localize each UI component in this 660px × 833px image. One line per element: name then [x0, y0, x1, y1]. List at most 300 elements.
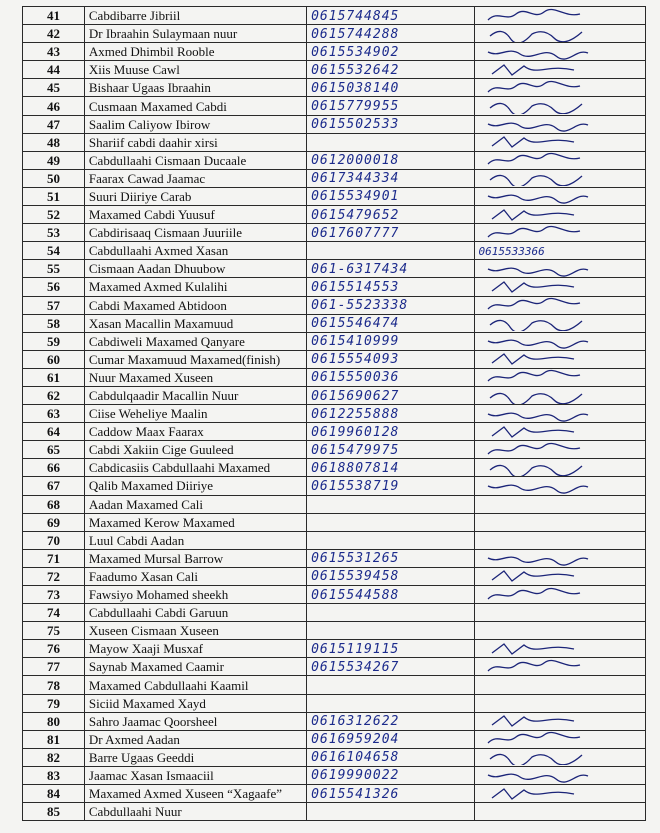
signature-scribble	[479, 297, 599, 313]
signature-stroke	[490, 103, 582, 114]
signature-cell	[474, 61, 646, 79]
table-row	[23, 730, 646, 748]
phone-cell	[307, 61, 474, 79]
row-number: 61	[23, 368, 85, 386]
roster-body	[23, 7, 646, 821]
signature-stroke	[488, 413, 588, 421]
signature-scribble	[479, 369, 599, 385]
phone-cell	[307, 676, 474, 694]
table-row	[23, 242, 646, 260]
phone-cell	[307, 187, 474, 205]
signature-stroke	[488, 196, 588, 204]
row-number: 75	[23, 622, 85, 640]
member-name: Maxamed Axmed Kulalihi	[84, 278, 306, 296]
signature-stroke	[490, 393, 582, 404]
phone-cell	[307, 260, 474, 278]
member-name: Mayow Xaaji Musxaf	[84, 640, 306, 658]
phone-cell	[307, 694, 474, 712]
signature-cell	[474, 278, 646, 296]
member-name: Cabdicasiis Cabdullaahi Maxamed	[84, 459, 306, 477]
signature-cell	[474, 785, 646, 803]
row-number: 41	[23, 7, 85, 25]
signature-scribble	[479, 568, 599, 584]
member-name: Fawsiyo Mohamed sheekh	[84, 586, 306, 604]
member-name: Caddow Maax Faarax	[84, 423, 306, 441]
signature-stroke	[488, 485, 588, 493]
table-row	[23, 260, 646, 278]
signature-cell	[474, 676, 646, 694]
table-row	[23, 43, 646, 61]
member-name: Jaamac Xasan Ismaaciil	[84, 766, 306, 784]
member-name: Cusmaan Maxamed Cabdi	[84, 97, 306, 115]
signature-cell	[474, 712, 646, 730]
row-number: 54	[23, 242, 85, 260]
table-row	[23, 531, 646, 549]
row-number: 43	[23, 43, 85, 61]
signature-cell	[474, 658, 646, 676]
phone-number: 0616959204	[311, 732, 400, 748]
member-name: Saynab Maxamed Caamir	[84, 658, 306, 676]
row-number: 78	[23, 676, 85, 694]
signature-scribble	[479, 388, 599, 404]
signature-cell	[474, 640, 646, 658]
member-name: Barre Ugaas Geeddi	[84, 748, 306, 766]
signature-cell	[474, 169, 646, 187]
phone-number: 0615479975	[311, 442, 400, 458]
phone-cell	[307, 115, 474, 133]
signature-scribble	[479, 62, 599, 78]
phone-number: 0615546474	[311, 316, 400, 332]
signature-cell	[474, 350, 646, 368]
signature-scribble	[479, 333, 599, 349]
table-row	[23, 115, 646, 133]
phone-number: 0615479652	[311, 207, 400, 223]
roster-table	[22, 6, 646, 821]
row-number: 55	[23, 260, 85, 278]
signature-cell	[474, 151, 646, 169]
phone-cell	[307, 242, 474, 260]
table-row	[23, 803, 646, 821]
member-name: Cabdullaahi Axmed Xasan	[84, 242, 306, 260]
member-name: Saalim Caliyow Ibirow	[84, 115, 306, 133]
row-number: 42	[23, 25, 85, 43]
phone-number: 0615539458	[311, 569, 400, 585]
phone-cell	[307, 314, 474, 332]
table-row	[23, 567, 646, 585]
signature-stroke	[488, 299, 580, 310]
table-row	[23, 206, 646, 224]
signature-cell	[474, 459, 646, 477]
row-number: 58	[23, 314, 85, 332]
signature-cell	[474, 25, 646, 43]
member-name: Aadan Maxamed Cali	[84, 495, 306, 513]
table-row	[23, 169, 646, 187]
row-number: 84	[23, 785, 85, 803]
signature-cell	[474, 260, 646, 278]
member-name: Cabdullaahi Cismaan Ducaale	[84, 151, 306, 169]
signature-stroke	[488, 340, 588, 348]
row-number: 67	[23, 477, 85, 495]
signature-cell	[474, 513, 646, 531]
phone-cell	[307, 224, 474, 242]
signature-cell	[474, 296, 646, 314]
row-number: 52	[23, 206, 85, 224]
phone-number: 0615534902	[311, 44, 400, 60]
row-number: 85	[23, 803, 85, 821]
signature-cell	[474, 224, 646, 242]
signature-cell	[474, 604, 646, 622]
signature-scribble	[479, 261, 599, 277]
phone-cell	[307, 513, 474, 531]
phone-number: 0615541326	[311, 786, 400, 802]
table-row	[23, 386, 646, 404]
phone-number: 0612255888	[311, 406, 400, 422]
row-number: 77	[23, 658, 85, 676]
signature-stroke	[490, 465, 582, 476]
phone-cell	[307, 531, 474, 549]
row-number: 46	[23, 97, 85, 115]
table-row	[23, 61, 646, 79]
row-number: 51	[23, 187, 85, 205]
phone-cell	[307, 405, 474, 423]
member-name: Maxamed Cabdullaahi Kaamil	[84, 676, 306, 694]
phone-number: 0615119115	[311, 641, 400, 657]
signature-cell	[474, 586, 646, 604]
signature-stroke	[492, 210, 574, 220]
signature-cell	[474, 115, 646, 133]
row-number: 72	[23, 567, 85, 585]
table-row	[23, 477, 646, 495]
signature-cell	[474, 405, 646, 423]
row-number: 50	[23, 169, 85, 187]
signature-scribble	[479, 767, 599, 783]
phone-cell	[307, 296, 474, 314]
row-number: 47	[23, 115, 85, 133]
table-row	[23, 658, 646, 676]
signature-scribble	[479, 550, 599, 566]
table-row	[23, 350, 646, 368]
member-name: Faarax Cawad Jaamac	[84, 169, 306, 187]
signature-scribble	[479, 279, 599, 295]
row-number: 53	[23, 224, 85, 242]
signature-scribble	[479, 749, 599, 765]
signature-scribble	[479, 315, 599, 331]
phone-number: 061-5523338	[311, 298, 409, 314]
phone-number: 0617607777	[311, 225, 400, 241]
phone-number: 0615690627	[311, 388, 400, 404]
signature-scribble	[479, 713, 599, 729]
table-row	[23, 296, 646, 314]
row-number: 74	[23, 604, 85, 622]
phone-number: 0615779955	[311, 99, 400, 115]
row-number: 44	[23, 61, 85, 79]
phone-cell	[307, 441, 474, 459]
table-row	[23, 676, 646, 694]
signature-scribble	[479, 207, 599, 223]
member-name: Suuri Diiriye Carab	[84, 187, 306, 205]
member-name: Dr Ibraahin Sulaymaan nuur	[84, 25, 306, 43]
table-row	[23, 278, 646, 296]
phone-number: 0615534267	[311, 659, 400, 675]
signature-cell	[474, 386, 646, 404]
row-number: 56	[23, 278, 85, 296]
signature-stroke	[490, 31, 582, 42]
phone-number: 0617344334	[311, 171, 400, 187]
signature-scribble	[479, 170, 599, 186]
phone-cell	[307, 79, 474, 97]
member-name: Maxamed Kerow Maxamed	[84, 513, 306, 531]
member-name: Cabdullaahi Cabdi Garuun	[84, 604, 306, 622]
signature-stroke	[488, 123, 588, 131]
table-row	[23, 712, 646, 730]
signature-stroke	[492, 65, 574, 75]
phone-number: 0615502533	[311, 117, 400, 133]
phone-number: 0615514553	[311, 279, 400, 295]
signature-scribble	[479, 98, 599, 114]
signature-stroke	[488, 775, 588, 783]
signature-cell	[474, 567, 646, 585]
phone-number: 0615544588	[311, 587, 400, 603]
signature-cell	[474, 495, 646, 513]
signature-cell	[474, 423, 646, 441]
row-number: 62	[23, 386, 85, 404]
signature-scribble	[479, 26, 599, 42]
table-row	[23, 224, 646, 242]
signature-cell	[474, 332, 646, 350]
phone-cell	[307, 586, 474, 604]
table-row	[23, 459, 646, 477]
signature-stroke	[492, 137, 574, 147]
member-name: Cabdullaahi Nuur	[84, 803, 306, 821]
signature-scribble	[479, 8, 599, 24]
table-row	[23, 7, 646, 25]
table-row	[23, 441, 646, 459]
signature-stroke	[490, 755, 582, 766]
member-name: Shariif cabdi daahir xirsi	[84, 133, 306, 151]
row-number: 80	[23, 712, 85, 730]
signature-stroke	[488, 733, 580, 744]
table-row	[23, 766, 646, 784]
phone-number: 0612000018	[311, 153, 400, 169]
signature-scribble	[479, 786, 599, 802]
table-row	[23, 423, 646, 441]
signature-cell	[474, 368, 646, 386]
member-name: Faadumo Xasan Cali	[84, 567, 306, 585]
signature-scribble	[479, 659, 599, 675]
signature-cell	[474, 622, 646, 640]
row-number: 57	[23, 296, 85, 314]
phone-cell	[307, 133, 474, 151]
member-name: Cabdi Xakiin Cige Guuleed	[84, 441, 306, 459]
phone-cell	[307, 748, 474, 766]
row-number: 65	[23, 441, 85, 459]
member-name: Cabdi Maxamed Abtidoon	[84, 296, 306, 314]
signature-stroke	[488, 558, 588, 566]
signature-scribble	[479, 116, 599, 132]
phone-number: 0619990022	[311, 768, 400, 784]
phone-cell	[307, 477, 474, 495]
member-name: Bishaar Ugaas Ibraahin	[84, 79, 306, 97]
signature-stroke	[490, 321, 582, 332]
phone-cell	[307, 169, 474, 187]
roster-sheet	[22, 6, 646, 820]
row-number: 66	[23, 459, 85, 477]
phone-cell	[307, 151, 474, 169]
signature-cell	[474, 242, 646, 260]
phone-number: 0615038140	[311, 80, 400, 96]
table-row	[23, 748, 646, 766]
signature-stroke	[488, 9, 580, 20]
phone-cell	[307, 278, 474, 296]
row-number: 82	[23, 748, 85, 766]
signature-stroke	[488, 226, 580, 237]
signature-cell	[474, 766, 646, 784]
signature-cell	[474, 133, 646, 151]
signature-cell	[474, 803, 646, 821]
phone-cell	[307, 459, 474, 477]
signature-stroke	[488, 81, 580, 92]
signature-cell	[474, 549, 646, 567]
row-number: 70	[23, 531, 85, 549]
signature-scribble	[479, 442, 599, 458]
table-row	[23, 586, 646, 604]
member-name: Ciise Weheliye Maalin	[84, 405, 306, 423]
signature-scribble	[479, 134, 599, 150]
phone-number: 0616104658	[311, 750, 400, 766]
signature-scribble	[479, 641, 599, 657]
signature-stroke	[488, 154, 580, 165]
signature-cell	[474, 441, 646, 459]
signature-cell	[474, 694, 646, 712]
phone-number: 0615550036	[311, 370, 400, 386]
extra-phone-number: 0615533366	[478, 244, 545, 258]
member-name: Maxamed Cabdi Yuusuf	[84, 206, 306, 224]
member-name: Axmed Dhimbil Rooble	[84, 43, 306, 61]
signature-stroke	[492, 571, 574, 581]
signature-scribble	[479, 188, 599, 204]
phone-cell	[307, 495, 474, 513]
signature-scribble	[479, 406, 599, 422]
table-row	[23, 187, 646, 205]
signature-cell	[474, 97, 646, 115]
member-name: Cabdirisaaq Cismaan Juuriile	[84, 224, 306, 242]
phone-number: 0616312622	[311, 714, 400, 730]
phone-cell	[307, 658, 474, 676]
table-row	[23, 495, 646, 513]
member-name: Luul Cabdi Aadan	[84, 531, 306, 549]
phone-cell	[307, 25, 474, 43]
signature-scribble	[479, 152, 599, 168]
phone-number: 0615538719	[311, 478, 400, 494]
signature-scribble	[479, 478, 599, 494]
signature-scribble	[479, 731, 599, 747]
row-number: 45	[23, 79, 85, 97]
signature-stroke	[488, 660, 580, 671]
table-row	[23, 368, 646, 386]
table-row	[23, 133, 646, 151]
member-name: Qalib Maxamed Diiriye	[84, 477, 306, 495]
phone-cell	[307, 622, 474, 640]
signature-cell	[474, 43, 646, 61]
signature-stroke	[488, 588, 580, 599]
member-name: Dr Axmed Aadan	[84, 730, 306, 748]
signature-stroke	[490, 176, 582, 187]
phone-cell	[307, 350, 474, 368]
signature-cell	[474, 477, 646, 495]
phone-number: 0619960128	[311, 424, 400, 440]
signature-cell	[474, 79, 646, 97]
table-row	[23, 785, 646, 803]
phone-cell	[307, 549, 474, 567]
row-number: 81	[23, 730, 85, 748]
signature-cell	[474, 748, 646, 766]
row-number: 76	[23, 640, 85, 658]
table-row	[23, 604, 646, 622]
row-number: 63	[23, 405, 85, 423]
row-number: 69	[23, 513, 85, 531]
row-number: 73	[23, 586, 85, 604]
signature-cell	[474, 730, 646, 748]
phone-number: 0615410999	[311, 334, 400, 350]
signature-stroke	[488, 268, 588, 276]
signature-scribble	[479, 225, 599, 241]
phone-cell	[307, 97, 474, 115]
phone-number: 0615554093	[311, 352, 400, 368]
table-row	[23, 79, 646, 97]
row-number: 48	[23, 133, 85, 151]
table-row	[23, 314, 646, 332]
table-row	[23, 513, 646, 531]
phone-cell	[307, 803, 474, 821]
phone-number: 0615531265	[311, 551, 400, 567]
signature-cell	[474, 206, 646, 224]
phone-cell	[307, 368, 474, 386]
signature-stroke	[492, 716, 574, 726]
phone-cell	[307, 766, 474, 784]
member-name: Cabdiweli Maxamed Qanyare	[84, 332, 306, 350]
row-number: 71	[23, 549, 85, 567]
table-row	[23, 640, 646, 658]
member-name: Siciid Maxamed Xayd	[84, 694, 306, 712]
signature-stroke	[492, 282, 574, 292]
member-name: Xuseen Cismaan Xuseen	[84, 622, 306, 640]
phone-cell	[307, 640, 474, 658]
table-row	[23, 97, 646, 115]
signature-scribble	[479, 351, 599, 367]
phone-cell	[307, 712, 474, 730]
signature-scribble	[479, 80, 599, 96]
signature-stroke	[492, 427, 574, 437]
phone-number: 0618807814	[311, 460, 400, 476]
row-number: 60	[23, 350, 85, 368]
member-name: Sahro Jaamac Qoorsheel	[84, 712, 306, 730]
signature-stroke	[492, 644, 574, 654]
member-name: Maxamed Axmed Xuseen “Xagaafe”	[84, 785, 306, 803]
phone-cell	[307, 604, 474, 622]
member-name: Nuur Maxamed Xuseen	[84, 368, 306, 386]
phone-cell	[307, 332, 474, 350]
member-name: Cismaan Aadan Dhuubow	[84, 260, 306, 278]
row-number: 79	[23, 694, 85, 712]
table-row	[23, 332, 646, 350]
table-row	[23, 549, 646, 567]
row-number: 64	[23, 423, 85, 441]
member-name: Xasan Macallin Maxamuud	[84, 314, 306, 332]
row-number: 68	[23, 495, 85, 513]
signature-scribble	[479, 587, 599, 603]
phone-cell	[307, 785, 474, 803]
table-row	[23, 151, 646, 169]
